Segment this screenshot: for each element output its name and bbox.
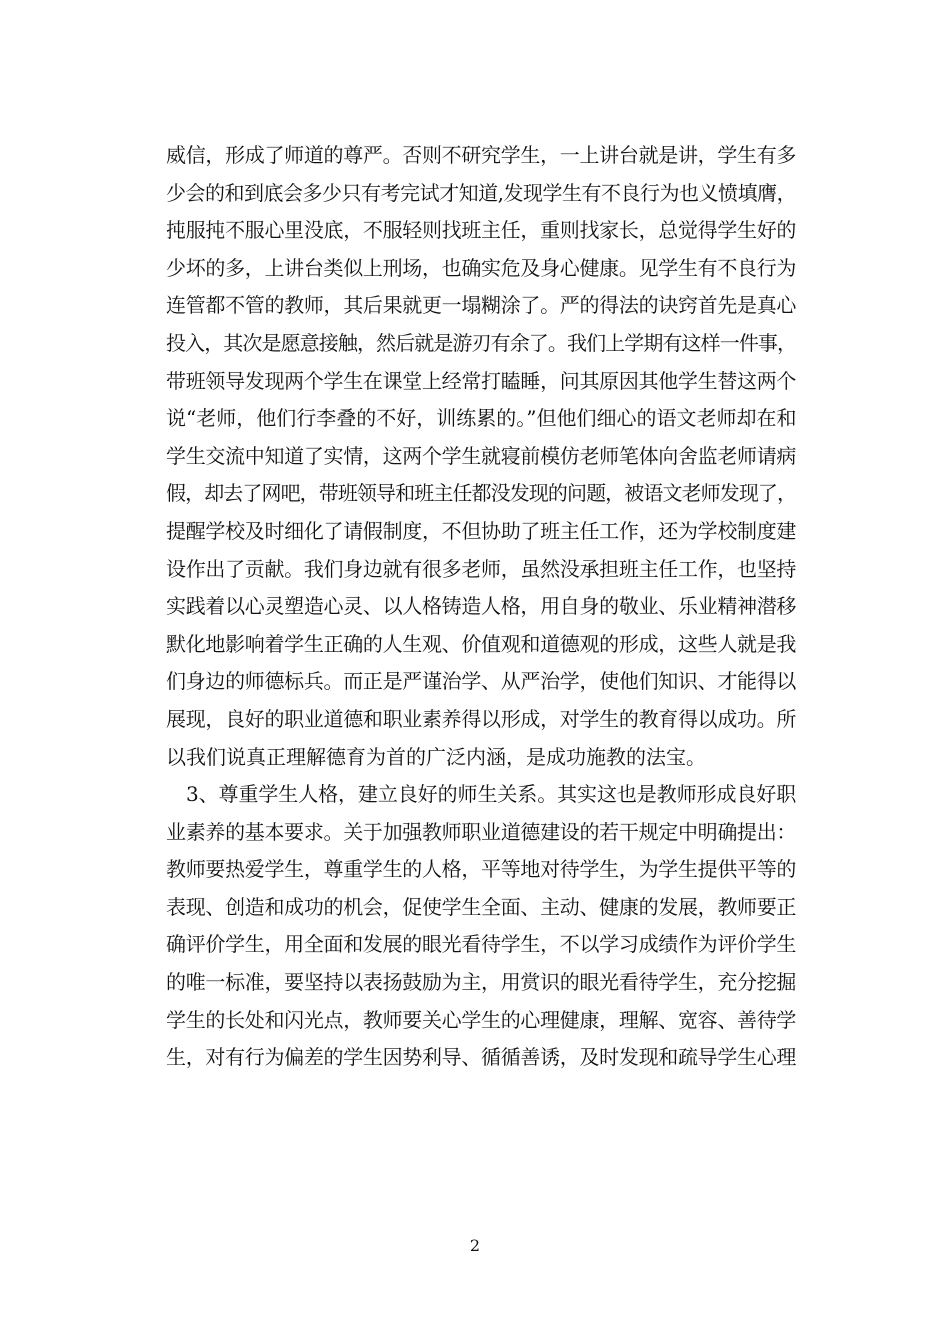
text-line: 扽服扽不服心里没底，不服轻则找班主任，重则找家长，总觉得学生好的 <box>166 218 796 243</box>
text-line: 连管都不管的教师，其后果就更一塌糊涂了。严的得法的诀窍首先是真心 <box>166 293 796 318</box>
text-line: 业素养的基本要求。关于加强教师职业道德建设的若干规定中明确提出： <box>166 819 796 844</box>
text-line: 假，却去了网吧，带班领导和班主任都没发现的问题，被语文老师发现了， <box>166 481 796 506</box>
text-line: 少坏的多，上讲台类似上刑场，也确实危及身心健康。见学生有不良行为 <box>166 255 796 280</box>
body-text <box>166 137 796 1077</box>
text-line: 带班领导发现两个学生在课堂上经常打瞌睡，问其原因其他学生替这两个 <box>166 368 796 393</box>
text-line: 设作出了贡献。我们身边就有很多老师，虽然没承担班主任工作，也坚持 <box>166 556 796 581</box>
page-number: 2 <box>469 1236 481 1255</box>
paragraph <box>166 137 796 776</box>
text-line: 提醒学校及时细化了请假制度，不但协助了班主任工作，还为学校制度建 <box>166 518 796 543</box>
text-line: 实践着以心灵塑造心灵、以人格铸造人格，用自身的敬业、乐业精神潜移 <box>166 594 796 619</box>
text-line: 投入，其次是愿意接触，然后就是游刃有余了。我们上学期有这样一件事， <box>166 330 796 355</box>
text-line: 以我们说真正理解德育为首的广泛内涵，是成功施教的法宝。 <box>166 744 706 769</box>
text-line: 学生交流中知道了实情，这两个学生就寝前模仿老师笔体向舍监老师请病 <box>166 443 796 468</box>
text-line: 默化地影响着学生正确的人生观、价值观和道德观的形成，这些人就是我 <box>166 631 796 656</box>
text-line: 说“老师，他们行李叠的不好，训练累的。”但他们细心的语文老师却在和 <box>166 406 797 431</box>
text-line: 威信，形成了师道的尊严。否则不研究学生，一上讲台就是讲，学生有多 <box>166 143 796 167</box>
text-line: 生，对有行为偏差的学生因势利导、循循善诱，及时发现和疏导学生心理 <box>166 1045 796 1070</box>
text-line: 们身边的师德标兵。而正是严谨治学、从严治学，使他们知识、才能得以 <box>166 669 796 694</box>
paragraph <box>166 776 796 1077</box>
text-line: 教师要热爱学生，尊重学生的人格，平等地对待学生，为学生提供平等的 <box>166 857 796 882</box>
text-line: 的唯一标准，要坚持以表扬鼓励为主，用赏识的眼光看待学生，充分挖掘 <box>166 970 796 995</box>
text-line: 展现，良好的职业道德和职业素养得以形成，对学生的教育得以成功。所 <box>166 706 796 731</box>
text-line: 3、尊重学生人格，建立良好的师生关系。其实这也是教师形成良好职 <box>186 782 796 807</box>
text-line: 确评价学生，用全面和发展的眼光看待学生，不以学习成绩作为评价学生 <box>166 932 796 957</box>
text-line: 学生的长处和闪光点，教师要关心学生的心理健康，理解、宽容、善待学 <box>166 1007 796 1032</box>
text-line: 表现、创造和成功的机会，促使学生全面、主动、健康的发展，教师要正 <box>166 894 796 919</box>
text-line: 少会的和到底会多少只有考完试才知道,发现学生有不良行为也义愤填膺， <box>166 180 796 205</box>
